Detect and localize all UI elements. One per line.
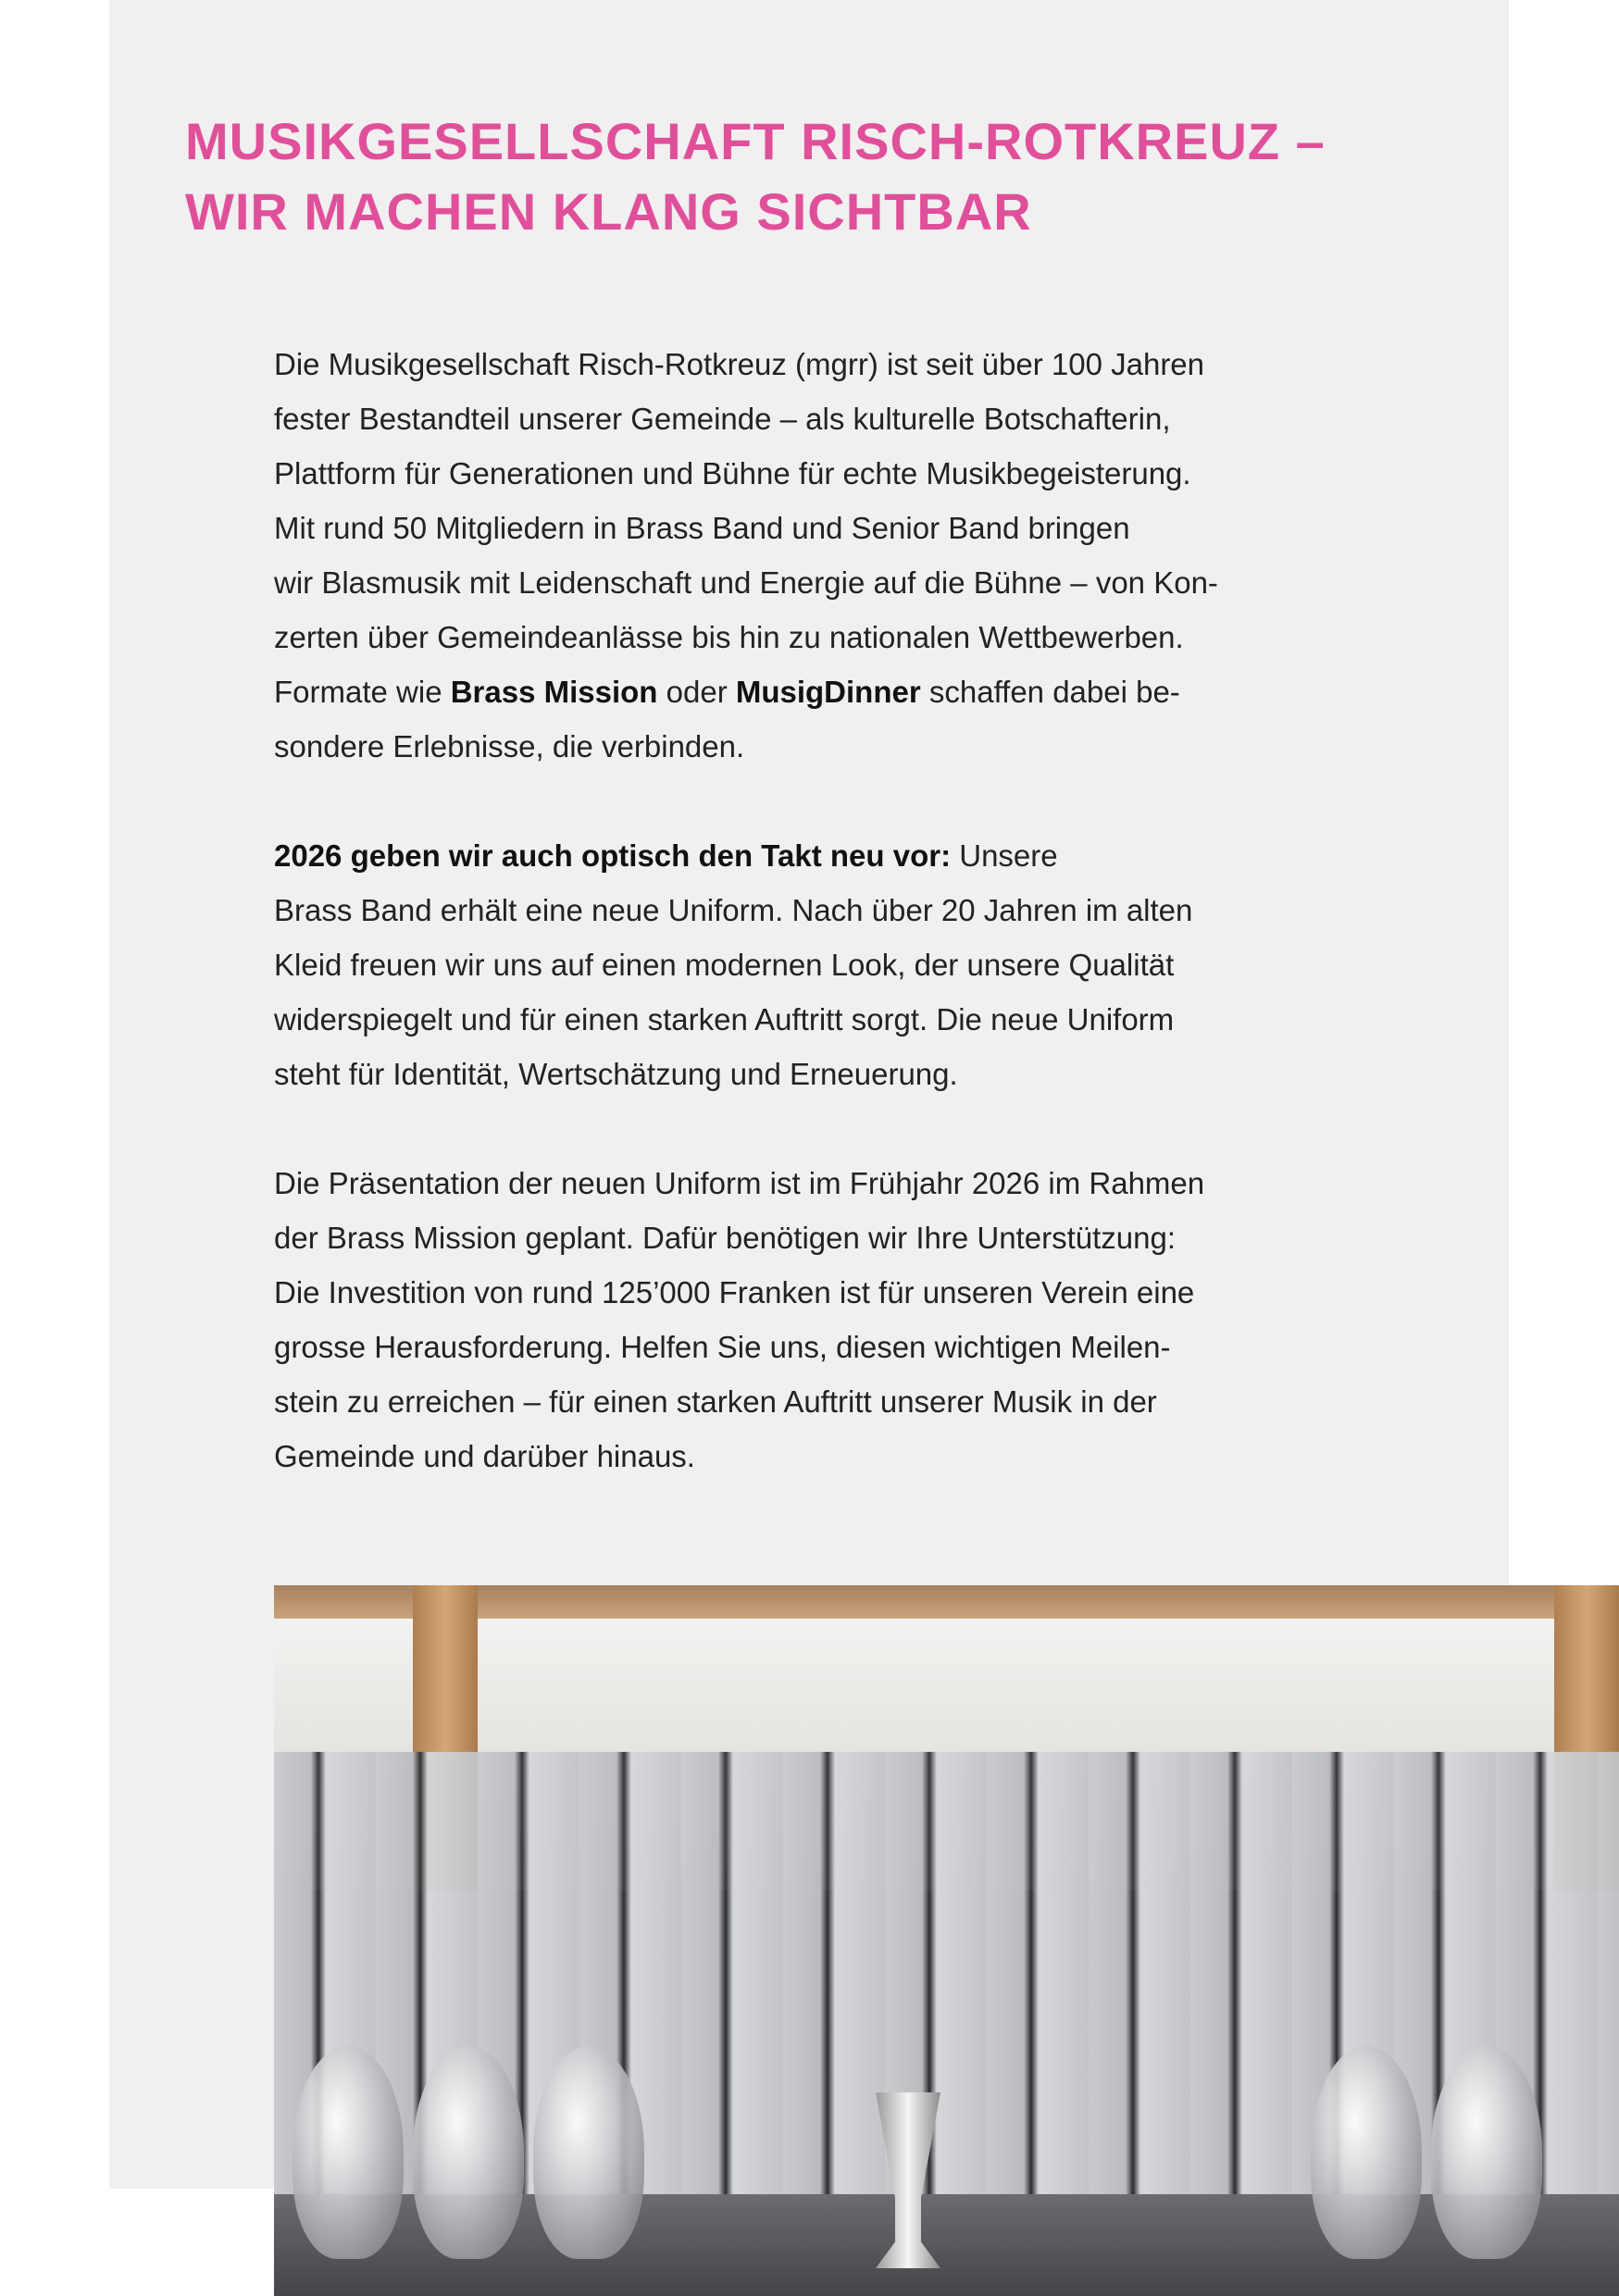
text-line: Brass Band erhält eine neue Uniform. Nach über 20 Jahren im alten bbox=[274, 893, 1193, 927]
tuba-icon bbox=[293, 2046, 404, 2259]
text-line: stein zu erreichen – für einen starken Auftritt unserer Musik in der bbox=[274, 1384, 1157, 1419]
title-line-2: WIR MACHEN KLANG SICHTBAR bbox=[185, 182, 1032, 241]
text-line: der Brass Mission geplant. Dafür benötigen wir Ihre Unterstützung: bbox=[274, 1221, 1176, 1255]
paragraph-intro bbox=[274, 337, 1274, 774]
tuba-icon bbox=[413, 2046, 524, 2259]
text-line: Die Präsentation der neuen Uniform ist im Frühjahr 2026 im Rahmen bbox=[274, 1166, 1205, 1200]
band-group-photo bbox=[274, 1585, 1619, 2296]
paragraph-uniform bbox=[274, 828, 1274, 1101]
brass-mission-highlight: Brass Mission bbox=[450, 675, 658, 709]
text-line: Kleid freuen wir uns auf einen modernen Look, der unsere Qualität bbox=[274, 948, 1175, 982]
text-line: Die Musikgesellschaft Risch-Rotkreuz (mgrr) ist seit über 100 Jahren bbox=[274, 347, 1205, 381]
tuba-icon bbox=[1311, 2046, 1422, 2259]
text-fragment: Unsere bbox=[951, 838, 1058, 873]
tuba-icon bbox=[533, 2046, 644, 2259]
page-title bbox=[185, 106, 1326, 247]
text-line: grosse Herausforderung. Helfen Sie uns, diesen wichtigen Meilen- bbox=[274, 1330, 1171, 1364]
photo-band-row bbox=[274, 1891, 1619, 2048]
text-line bbox=[274, 828, 1274, 883]
text-line: sondere Erlebnisse, die verbinden. bbox=[274, 729, 745, 763]
text-line: Mit rund 50 Mitgliedern in Brass Band und Senior Band bringen bbox=[274, 511, 1130, 545]
paragraph-support bbox=[274, 1156, 1274, 1483]
text-line: Plattform für Generationen und Bühne für echte Musikbegeisterung. bbox=[274, 456, 1191, 490]
text-fragment: schaffen dabei be- bbox=[920, 675, 1180, 709]
text-line: wir Blasmusik mit Leidenschaft und Energie auf die Bühne – von Kon- bbox=[274, 565, 1218, 600]
text-line: steht für Identität, Wertschätzung und Erneuerung. bbox=[274, 1057, 958, 1091]
text-line: zerten über Gemeindeanlässe bis hin zu nationalen Wettbewerben. bbox=[274, 620, 1184, 654]
musigdinner-highlight: MusigDinner bbox=[735, 675, 921, 709]
uniform-highlight: 2026 geben wir auch optisch den Takt neu vor: bbox=[274, 838, 952, 873]
tuba-icon bbox=[1431, 2046, 1542, 2259]
text-fragment: Formate wie bbox=[274, 675, 451, 709]
text-line: Gemeinde und darüber hinaus. bbox=[274, 1439, 695, 1473]
text-line: Die Investition von rund 125’000 Franken ist für unseren Verein eine bbox=[274, 1275, 1195, 1309]
text-fragment: oder bbox=[657, 675, 736, 709]
title-line-1: MUSIKGESELLSCHAFT RISCH-ROTKREUZ – bbox=[185, 112, 1326, 170]
text-line: widerspiegelt und für einen starken Auftritt sorgt. Die neue Uniform bbox=[274, 1002, 1175, 1036]
text-line: fester Bestandteil unserer Gemeinde – als kulturelle Botschafterin, bbox=[274, 402, 1171, 436]
photo-band-row bbox=[274, 1752, 1619, 1909]
body-text bbox=[274, 337, 1274, 1538]
text-line bbox=[274, 664, 1274, 719]
